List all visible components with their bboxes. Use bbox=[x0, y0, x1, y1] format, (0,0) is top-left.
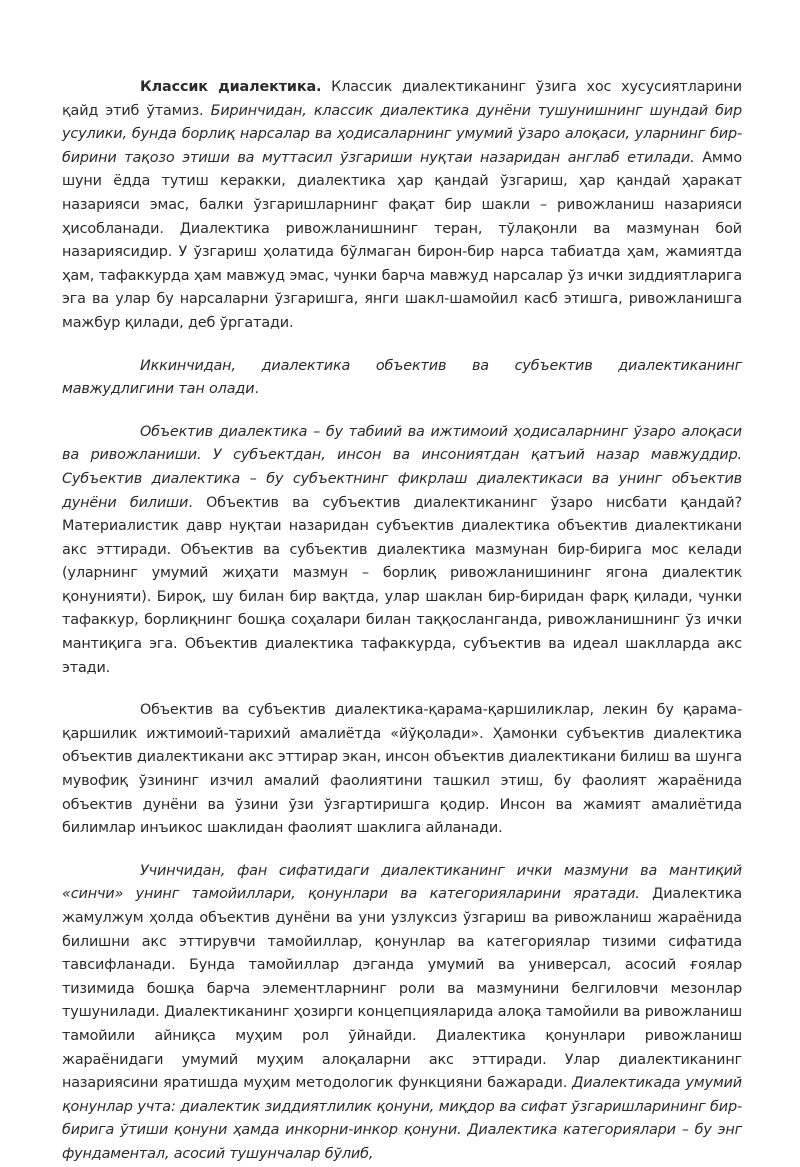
paragraph-classic-dialectics bbox=[62, 76, 742, 336]
italic-text-run: Учинчидан, фан сифатидаги диалектиканинг ички мазмуни ва мантиқий «синчи» унинг тамойиллари, қонунлари ва категорияларини яратади. bbox=[62, 862, 742, 903]
italic-text-run: Иккинчидан, диалектика объектив ва субъектив диалектиканинг мавжудлигини тан олади bbox=[62, 357, 742, 398]
paragraph-objective-subjective bbox=[62, 421, 742, 681]
paragraph-third-point bbox=[62, 860, 742, 1167]
paragraph-second-point bbox=[62, 355, 742, 402]
italic-text-run: Диалектикада умумий қонунлар учта: диалектик зиддиятлилик қонуни, миқдор ва сифат ўзгаришларининг бир-бирига ўтиши қонуни ҳамда инкорни-инкор қонуни. Диалектика категориялари – бу энг фундаментал, асосий тушунчалар бўлиб, bbox=[62, 1075, 742, 1162]
text-run: Аммо шуни ёдда тутиш керакки, диалектика ҳар қандай ўзгариш, ҳар қандай ҳаракат назарияси эмас, балки ўзгаришларнинг фақат бир шакли – ривожланиш назарияси ҳисобланади. Диалектика ривожланишнинг теран, тўлақонли ва мазмунан бой назариясидир. У ўзгариш ҳолатида бўлмаган бирон-бир нарса табиатда ҳам, жамиятда ҳам, тафаккурда ҳам мавжуд эмас, чунки барча мавжуд нарсалар ўз ички зиддиятларига эга ва улар бу нарсаларни ўзгаришга, янги шакл-шамойил касб этишга, ривожланишга мажбур қилади, деб ўргатади. bbox=[62, 149, 742, 331]
text-run: Объектив ва субъектив диалектика-қарама-қаршиликлар, лекин бу қарама-қаршилик ижтимоий-тарихий амалиётда «йўқолади». Ҳамонки субъектив диалектика объектив диалектикани акс эттирар экан, инсон объектив диалектикани билиш ва шунга мувофиқ ўзининг изчил амалий фаолиятини ташкил этиш, бу фаолият жараёнида объектив дунёни ва ўзини ўзи ўзгартиришга қодир. Инсон ва жамият амалиётида билимлар инъикос шаклидан фаолият шаклига айланади. bbox=[62, 702, 742, 837]
text-run: . Объектив ва субъектив диалектиканинг ўзаро нисбати қандай? Материалистик давр нуқтаи назаридан субъектив диалектика объектив диалектикани акс эттиради. Объектив ва субъектив диалектика мазмунан бир-бирига мос келади (уларнинг умумий жиҳати мазмун – борлиқ ривожланишининг ягона диалектик қонунияти). Бироқ, шу билан бир вақтда, улар шаклан бир-биридан фарқ қилади, чунки тафаккур, борлиқнинг бошқа соҳалари билан таққосланганда, ривожланишнинг ўз ички мантиқига эга. Объектив диалектика тафаккурда, субъектив ва идеал шаклларда акс этади. bbox=[62, 494, 742, 676]
paragraph-contradictions bbox=[62, 699, 742, 841]
text-run: Диалектика жамулжум ҳолда объектив дунёни ва уни узлуксиз ўзгариш ва ривожланиш жараёнида билишни акс эттирувчи тамойиллар, қонунлар ва категориялар тизими сифатида тавсифланади. Бунда тамойиллар дэганда умумий ва универсал, асосий ғоялар тизимида бошқа барча элементларнинг роли ва мазмунини белгиловчи мезонлар тушунилади. Диалектиканинг ҳозирги концепцияларида алоқа тамойили ва ривожланиш тамойили айниқса муҳим рол ўйнайди. Диалектика қонунлари ривожланиш жараёнидаги умумий муҳим алоқаларни акс эттиради. Улар диалектиканинг назариясини яратишда муҳим методологик функцияни бажаради. bbox=[62, 886, 743, 1092]
section-heading: Классик диалектика. bbox=[140, 79, 322, 95]
italic-text-run: Объектив диалектика – бу табиий ва ижтимоий ҳодисаларнинг ўзаро алоқаси ва ривожланиши. У субъектдан, инсон ва инсониятдан қатъий назар мавжуддир. Субъектив диалектика – бу субъектнинг фикрлаш диалектикаси ва унинг объектив дунёни билиши bbox=[62, 423, 742, 511]
italic-text-run: Биринчидан, классик диалектика дунёни тушунишнинг шундай бир усулики, бунда борлиқ нарсалар ва ҳодисаларнинг умумий ўзаро алоқаси, уларнинг бир-бирини тақозо этиши ва муттасил ўзгариши нуқтаи назаридан англаб етилади. bbox=[62, 102, 742, 166]
text-run: Классик диалектиканинг ўзига хос хусусиятларини қайд этиб ўтамиз. bbox=[62, 79, 743, 119]
text-run: . bbox=[254, 381, 259, 398]
